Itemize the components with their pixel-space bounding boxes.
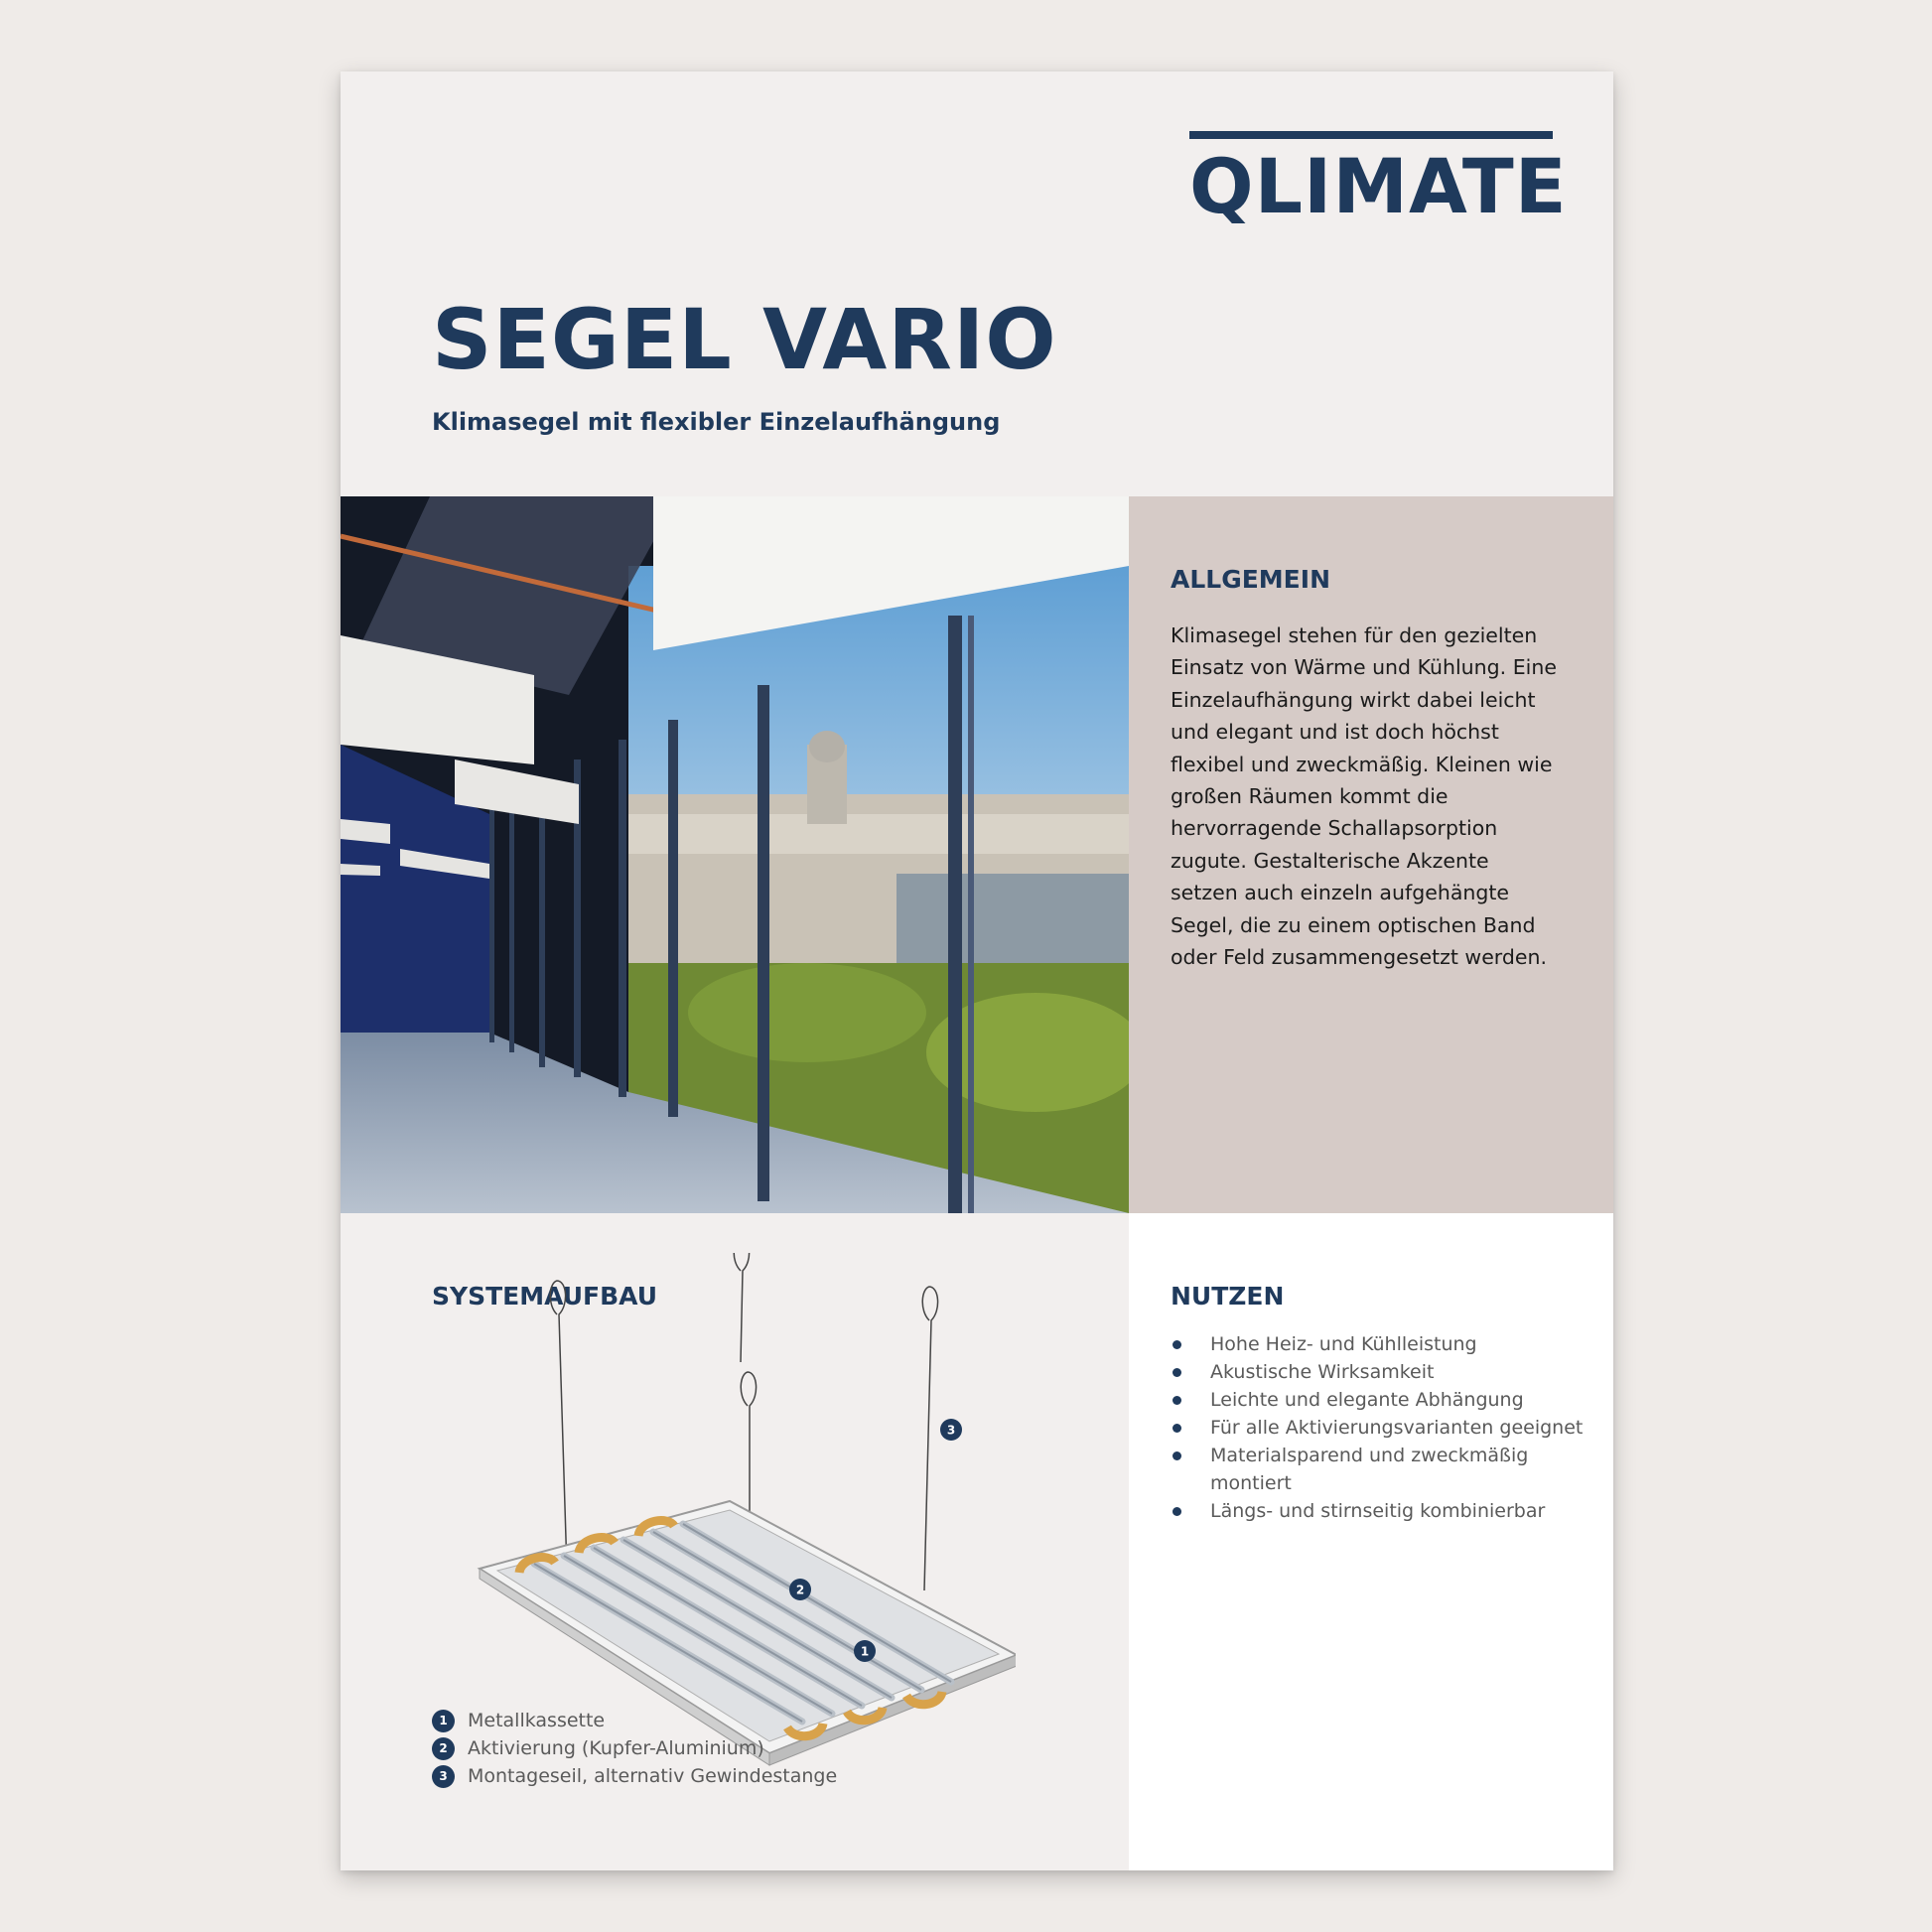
nutzen-list xyxy=(1171,1330,1587,1525)
bullet-icon xyxy=(1173,1396,1181,1405)
bullet-icon xyxy=(1173,1507,1181,1516)
list-item-text: Hohe Heiz- und Kühlleistung xyxy=(1210,1333,1477,1355)
list-item-text: Für alle Aktivierungsvarianten geeignet xyxy=(1210,1417,1584,1439)
nutzen-panel xyxy=(1129,1213,1613,1870)
list-item-text: Leichte und elegante Abhängung xyxy=(1210,1389,1524,1411)
allgemein-panel xyxy=(1129,496,1613,1213)
legend-label: Montageseil, alternativ Gewindestange xyxy=(468,1765,838,1787)
svg-text:3: 3 xyxy=(946,1423,956,1438)
office-photo xyxy=(341,496,1129,1213)
list-item xyxy=(1171,1386,1587,1414)
legend-label: Metallkassette xyxy=(468,1710,606,1731)
allgemein-heading: ALLGEMEIN xyxy=(1171,565,1330,594)
bullet-icon xyxy=(1173,1424,1181,1433)
legend-number: 3 xyxy=(432,1765,455,1788)
bullet-icon xyxy=(1173,1451,1181,1460)
svg-text:1: 1 xyxy=(860,1644,870,1659)
list-item-text: Akustische Wirksamkeit xyxy=(1210,1361,1435,1383)
page-title: SEGEL VARIO xyxy=(432,291,1057,388)
list-item-text: Materialsparend und zweckmäßig montiert xyxy=(1210,1445,1529,1494)
nutzen-heading: NUTZEN xyxy=(1171,1282,1285,1311)
list-item xyxy=(1171,1497,1587,1525)
bullet-icon xyxy=(1173,1368,1181,1377)
legend-number: 1 xyxy=(432,1710,455,1732)
bullet-icon xyxy=(1173,1340,1181,1349)
list-item-text: Längs- und stirnseitig kombinierbar xyxy=(1210,1500,1546,1522)
legend-label: Aktivierung (Kupfer-Aluminium) xyxy=(468,1737,764,1759)
datasheet-page xyxy=(341,71,1613,1870)
allgemein-text: Klimasegel stehen für den gezielten Einsatz von Wärme und Kühlung. Eine Einzelaufhängung wirkt dabei leicht und elegant und ist doch höchst flexibel und zweckmäßig. Kleinen wie großen Räumen kommt die hervorragende Schallapsorption zugute. Gestalterische Akzente setzen auch einzeln aufgehängte Segel, die zu einem optischen Band oder Feld zusammengesetzt werden. xyxy=(1171,623,1557,970)
page-subtitle: Klimasegel mit flexibler Einzelaufhängung xyxy=(432,408,1001,436)
list-item xyxy=(1171,1330,1587,1358)
svg-text:2: 2 xyxy=(795,1583,805,1597)
qlimate-logo xyxy=(1189,131,1568,230)
list-item xyxy=(1171,1414,1587,1442)
logo-text: QLIMATE xyxy=(1189,142,1568,230)
legend-number: 2 xyxy=(432,1737,455,1760)
systemaufbau-heading: SYSTEMAUFBAU xyxy=(432,1282,658,1311)
system-diagram xyxy=(460,1253,1016,1769)
list-item xyxy=(1171,1358,1587,1386)
logo-bar xyxy=(1189,131,1553,139)
list-item xyxy=(1171,1442,1587,1497)
